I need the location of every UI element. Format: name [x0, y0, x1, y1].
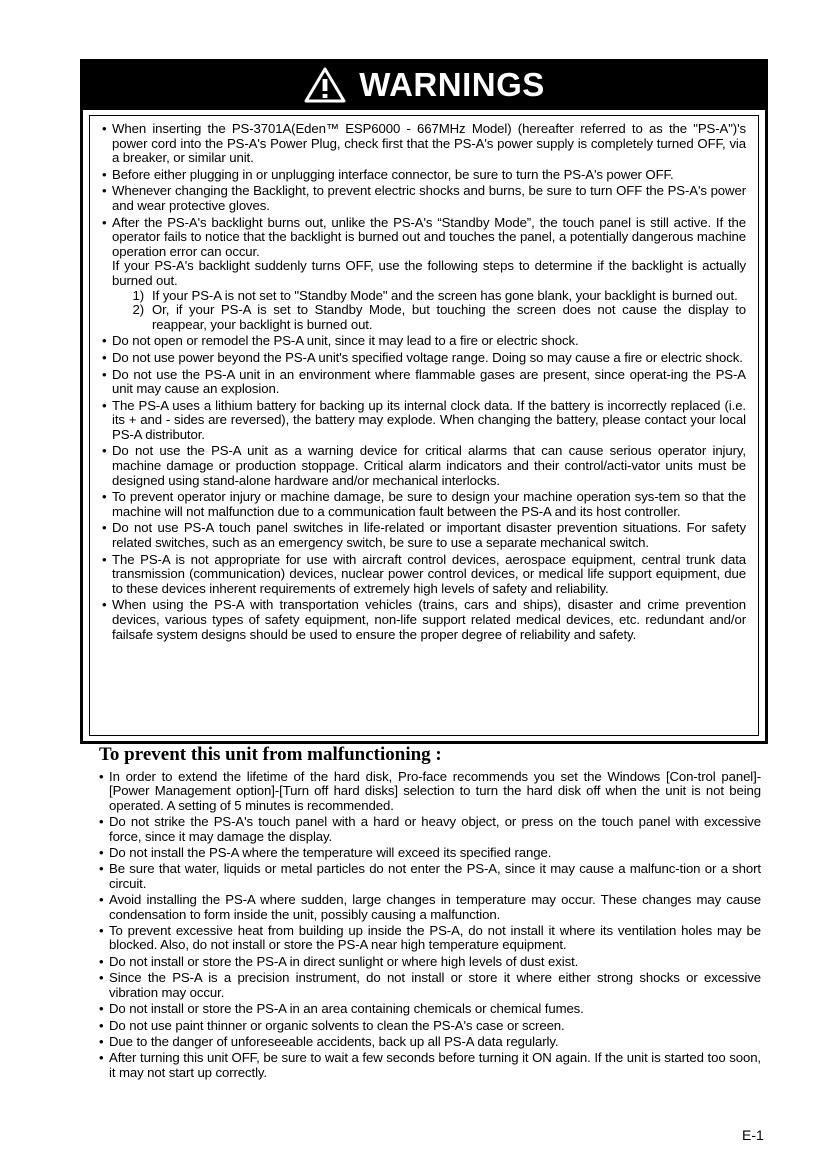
warnings-list — [102, 122, 746, 642]
backlight-followup-text: If your PS-A's backlight suddenly turns OFF, use the following steps to determine if the backlight is actually burned out. — [112, 258, 746, 288]
warnings-title: WARNINGS — [359, 66, 545, 103]
warning-item: • Do not open or remodel the PS-A unit, since it may lead to a fire or electric shock. — [102, 334, 746, 349]
warning-item: • When using the PS-A with transportation vehicles (trains, cars and ships), disaster and crime prevention devices, various types of safety equipment, non-life support related medical devices, etc. redundant and/or failsafe system designs should be used to ensure the proper degree of reliability and safety. — [102, 598, 746, 642]
step-number: 1) — [132, 287, 144, 303]
warnings-header — [80, 59, 768, 110]
step-text: If your PS-A is not set to "Standby Mode" and the screen has gone blank, your backlight is burned out. — [152, 287, 738, 303]
prevention-item: • Due to the danger of unforeseeable accidents, back up all PS-A data regularly. — [99, 1035, 761, 1049]
prevention-item: • Since the PS-A is a precision instrument, do not install or store it where either strong shocks or excessive vibration may occur. — [99, 971, 761, 1000]
backlight-warning-text: After the PS-A's backlight burns out, unlike the PS-A's “Standby Mode”, the touch panel is still active. If the operator fails to notice that the backlight is burned out and touches the panel, a potentially dangerous machine operation error can occur. — [112, 214, 746, 259]
warnings-title-group — [303, 66, 545, 104]
prevention-item: • Do not use paint thinner or organic solvents to clean the PS-A's case or screen. — [99, 1019, 761, 1033]
backlight-steps — [112, 289, 746, 333]
warning-item: • Do not use PS-A touch panel switches in life-related or important disaster prevention situations. For safety related switches, such as an emergency switch, be sure to use a separate mechanical switch. — [102, 521, 746, 550]
warnings-box — [80, 110, 768, 744]
prevention-item: • After turning this unit OFF, be sure to wait a few seconds before turning it ON again. If the unit is started too soon, it may not start up correctly. — [99, 1051, 761, 1080]
warning-item: • Do not use power beyond the PS-A unit's specified voltage range. Doing so may cause a fire or electric shock. — [102, 351, 746, 366]
prevention-item: • Do not install the PS-A where the temperature will exceed its specified range. — [99, 846, 761, 860]
prevention-item: • Do not install or store the PS-A in an area containing chemicals or chemical fumes. — [99, 1002, 761, 1016]
warning-item: • To prevent operator injury or machine damage, be sure to design your machine operation sys-tem so that the machine will not malfunction due to a communication fault between the PS-A and its host controller. — [102, 490, 746, 519]
warning-item: • Whenever changing the Backlight, to prevent electric shocks and burns, be sure to turn OFF the PS-A's power and wear protective gloves. — [102, 184, 746, 213]
warning-item: • The PS-A is not appropriate for use with aircraft control devices, aerospace equipment, central trunk data transmission (communication) devices, nuclear power control devices, or medical life support equipment, due to these devices inherent requirements of extremely high levels of safety and reliability. — [102, 553, 746, 597]
warning-item: • Do not use the PS-A unit in an environment where flammable gases are present, since operat-ing the PS-A unit may cause an explosion. — [102, 368, 746, 397]
warning-item-backlight — [102, 216, 746, 333]
backlight-step — [122, 303, 746, 332]
prevention-item: • Do not strike the PS-A's touch panel with a hard or heavy object, or press on the touch panel with excessive force, since it may damage the display. — [99, 815, 761, 844]
prevention-heading: To prevent this unit from malfunctioning : — [99, 744, 442, 765]
step-text: Or, if your PS-A is set to Standby Mode, but touching the screen does not cause the display to reappear, your backlight is burned out. — [152, 302, 746, 332]
prevention-item: • In order to extend the lifetime of the hard disk, Pro-face recommends you set the Windows [Con-trol panel]-[Power Management option]-[Turn off hard disks] selection to turn the hard disk off when the unit is not being operated. A setting of 5 minutes is recommended. — [99, 770, 761, 813]
prevention-item: • Be sure that water, liquids or metal particles do not enter the PS-A, since it may cause a malfunc-tion or a short circuit. — [99, 862, 761, 891]
warning-triangle-icon — [303, 66, 347, 104]
prevention-item: • To prevent excessive heat from building up inside the PS-A, do not install it where its ventilation holes may be blocked. Also, do not install or store the PS-A near high temperature equipment. — [99, 924, 761, 953]
prevention-list — [99, 770, 761, 1080]
warning-item: • The PS-A uses a lithium battery for backing up its internal clock data. If the battery is incorrectly replaced (i.e. its + and - sides are reversed), the battery may explode. When changing the battery, please contact your local PS-A distributor. — [102, 399, 746, 443]
page-number: E-1 — [742, 1127, 764, 1143]
warning-item: • Do not use the PS-A unit as a warning device for critical alarms that can cause serious operator injury, machine damage or production stoppage. Critical alarm indicators and their control/acti-vator units must be designed using stand-alone hardware and/or mechanical interlocks. — [102, 444, 746, 488]
warning-item: • Before either plugging in or unplugging interface connector, be sure to turn the PS-A's power OFF. — [102, 168, 746, 183]
prevention-section — [99, 770, 761, 1082]
backlight-step — [122, 289, 746, 304]
warning-item: • When inserting the PS-3701A(Eden™ ESP6000 - 667MHz Model) (hereafter referred to as the "PS-A")'s power cord into the PS-A's Power Plug, check first that the PS-A's power supply is completely turned OFF, via a breaker, or similar unit. — [102, 122, 746, 166]
warnings-inner-frame — [89, 115, 759, 736]
step-number: 2) — [132, 302, 144, 318]
prevention-item: • Do not install or store the PS-A in direct sunlight or where high levels of dust exist. — [99, 955, 761, 969]
prevention-item: • Avoid installing the PS-A where sudden, large changes in temperature may occur. These changes may cause condensation to form inside the unit, possibly causing a malfunction. — [99, 893, 761, 922]
